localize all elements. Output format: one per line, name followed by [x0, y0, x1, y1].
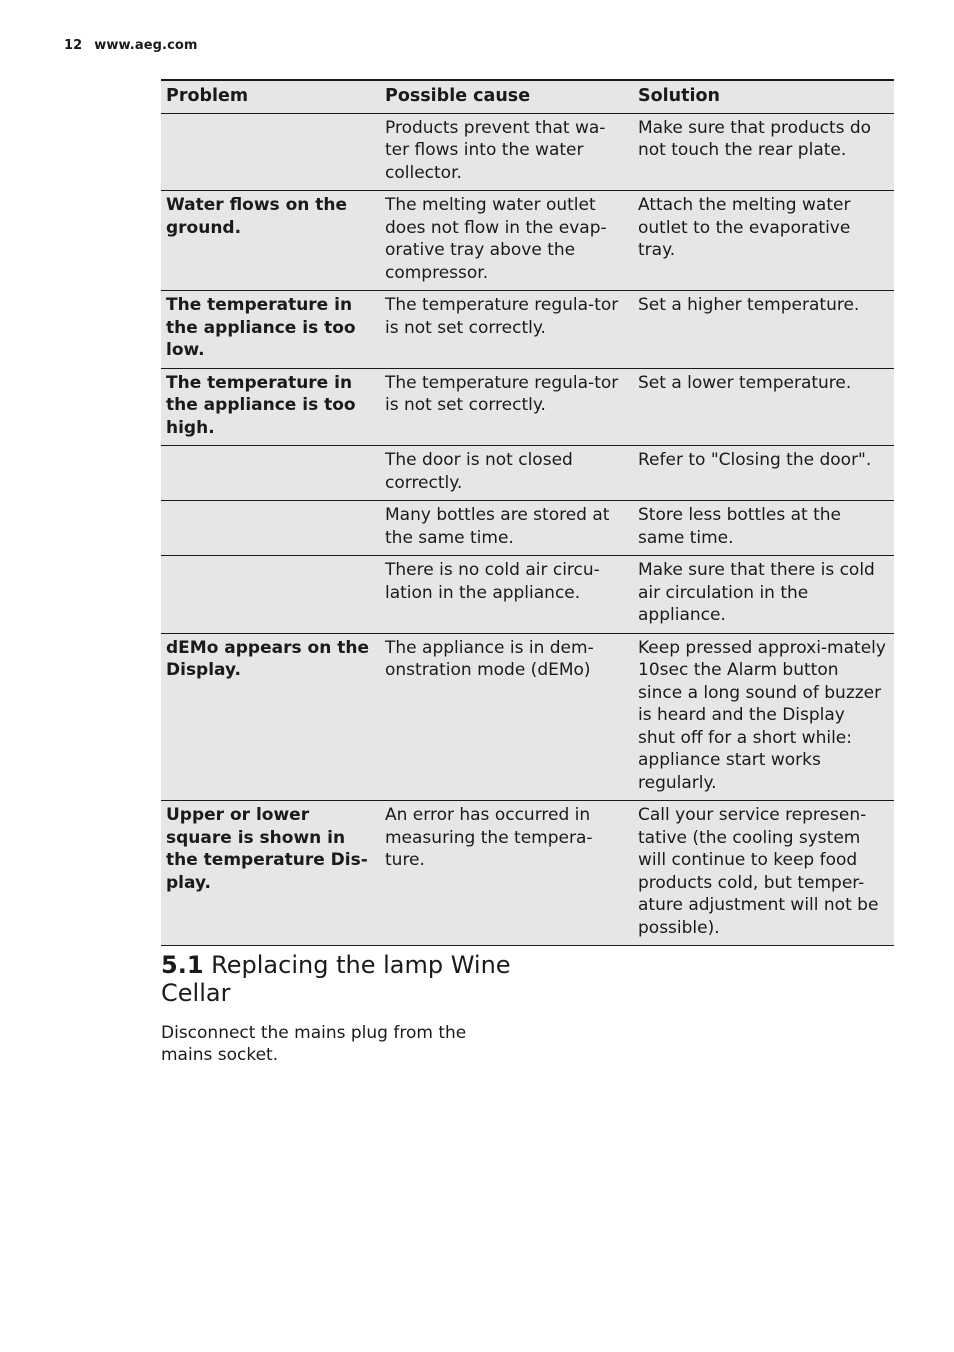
table-row [161, 113, 894, 191]
solution-cell: Call your service represen-tative (the cooling system will continue to keep food products cold, but temper-ature adjustment will not be possible). [633, 801, 894, 946]
table-row [161, 501, 894, 556]
table-row [161, 556, 894, 634]
table-header-row [161, 80, 894, 113]
column-header-cause: Possible cause [380, 80, 633, 113]
solution-cell: Keep pressed approxi-mately 10sec the Alarm button since a long sound of buzzer is heard and the Display shut off for a short while: appliance start works regularly. [633, 633, 894, 801]
cause-cell: An error has occurred in measuring the tempera-ture. [380, 801, 633, 946]
table-row [161, 291, 894, 369]
problem-cell [161, 113, 380, 191]
page-header [64, 38, 198, 53]
solution-cell: Set a higher temperature. [633, 291, 894, 369]
table-row [161, 801, 894, 946]
problem-cell [161, 556, 380, 634]
cause-cell: The door is not closed correctly. [380, 446, 633, 501]
cause-cell: Many bottles are stored at the same time. [380, 501, 633, 556]
problem-cell [161, 501, 380, 556]
problem-cell: The temperature in the appliance is too high. [161, 368, 380, 446]
cause-cell: The temperature regula-tor is not set correctly. [380, 291, 633, 369]
problem-cell: The temperature in the appliance is too low. [161, 291, 380, 369]
troubleshooting-table [161, 79, 894, 946]
solution-cell: Make sure that products do not touch the rear plate. [633, 113, 894, 191]
page-number: 12 [64, 38, 83, 53]
table-row [161, 446, 894, 501]
solution-cell: Set a lower temperature. [633, 368, 894, 446]
table-row [161, 368, 894, 446]
column-header-problem: Problem [161, 80, 380, 113]
section-title: Replacing the lamp Wine Cellar [161, 951, 511, 1007]
table-row [161, 191, 894, 291]
problem-cell [161, 446, 380, 501]
troubleshooting-table-container [161, 79, 894, 946]
solution-cell: Store less bottles at the same time. [633, 501, 894, 556]
cause-cell: The melting water outlet does not flow in the evap-orative tray above the compressor. [380, 191, 633, 291]
cause-cell: Products prevent that wa-ter flows into the water collector. [380, 113, 633, 191]
section-number: 5.1 [161, 951, 204, 979]
solution-cell: Make sure that there is cold air circulation in the appliance. [633, 556, 894, 634]
lamp-replacement-section [161, 951, 511, 1066]
site-url: www.aeg.com [94, 38, 198, 53]
cause-cell: The temperature regula-tor is not set correctly. [380, 368, 633, 446]
problem-cell: Upper or lower square is shown in the temperature Dis-play. [161, 801, 380, 946]
problem-cell: dEMo appears on the Display. [161, 633, 380, 801]
table-row [161, 633, 894, 801]
section-heading [161, 951, 511, 1007]
cause-cell: There is no cold air circu-lation in the appliance. [380, 556, 633, 634]
solution-cell: Attach the melting water outlet to the evaporative tray. [633, 191, 894, 291]
section-text: Disconnect the mains plug from the mains socket. [161, 1023, 467, 1065]
cause-cell: The appliance is in dem-onstration mode (dEMo) [380, 633, 633, 801]
column-header-solution: Solution [633, 80, 894, 113]
solution-cell: Refer to "Closing the door". [633, 446, 894, 501]
problem-cell: Water flows on the ground. [161, 191, 380, 291]
